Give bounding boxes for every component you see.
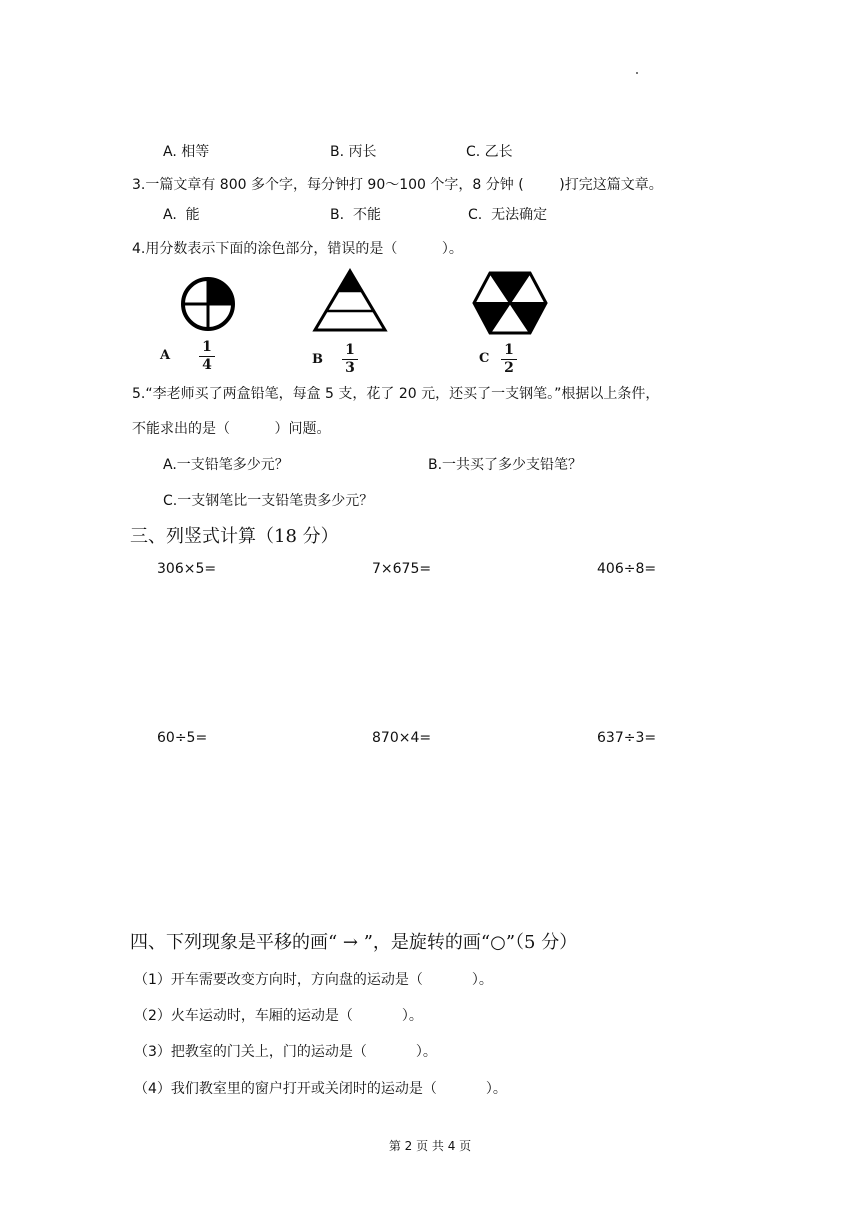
q4-option-b-letter: B <box>312 352 323 367</box>
q5-option-a: A.一支铅笔多少元？ <box>163 457 289 473</box>
q4-option-b-fraction <box>342 343 358 376</box>
calc-item: 7×675= <box>372 561 432 577</box>
section-3-title: 三、列竖式计算（18 分） <box>130 526 339 547</box>
q4-option-a-fraction <box>199 340 215 373</box>
section-4-item: （1）开车需要改变方向时，方向盘的运动是（ ）。 <box>134 972 493 988</box>
q3-option-b: B. 不能 <box>330 207 381 223</box>
calc-item: 60÷5= <box>157 730 208 746</box>
q4-stem: 4.用分数表示下面的涂色部分，错误的是（ ）。 <box>132 241 463 257</box>
hexagon-half-shaded-figure <box>472 270 548 336</box>
q4-option-a-letter: A <box>160 348 171 363</box>
section-4-item: （2）火车运动时，车厢的运动是（ ）。 <box>134 1008 423 1024</box>
fraction-numerator: 1 <box>504 342 514 358</box>
q5-stem-line2: 不能求出的是（ ）问题。 <box>132 421 331 437</box>
calc-item: 306×5= <box>157 561 217 577</box>
q2-option-b: B. 丙长 <box>330 144 377 160</box>
calc-item: 406÷8= <box>597 561 657 577</box>
circle-quarter-shaded-figure <box>178 276 240 332</box>
q5-option-b: B.一共买了多少支铅笔？ <box>428 457 583 473</box>
q5-stem-line1: 5.“李老师买了两盒铅笔，每盒 5 支，花了 20 元，还买了一支钢笔。”根据以上条件， <box>132 386 660 402</box>
fraction-numerator: 1 <box>202 339 212 355</box>
fraction-denominator: 4 <box>202 357 212 373</box>
q3-stem: 3.一篇文章有 800 多个字，每分钟打 90～100 个字，8 分钟 ( )打完这篇文章。 <box>132 177 663 193</box>
section-4-item: （3）把教室的门关上，门的运动是（ ）。 <box>134 1044 437 1060</box>
fraction-numerator: 1 <box>345 342 355 358</box>
calc-item: 870×4= <box>372 730 432 746</box>
fraction-denominator: 3 <box>345 360 355 376</box>
q4-option-c-letter: C <box>479 351 490 366</box>
calc-item: 637÷3= <box>597 730 657 746</box>
q3-option-a: A. 能 <box>163 207 200 223</box>
q3-option-c: C. 无法确定 <box>468 207 548 223</box>
fraction-denominator: 2 <box>504 360 514 376</box>
page-footer: 第 2 页 共 4 页 <box>388 1139 472 1153</box>
triangle-top-shaded-figure <box>312 268 388 334</box>
section-4-title: 四、下列现象是平移的画“ → ”，是旋转的画“○”（5 分） <box>130 932 578 953</box>
q5-option-c: C.一支钢笔比一支铅笔贵多少元？ <box>163 493 374 509</box>
section-4-item: （4）我们教室里的窗户打开或关闭时的运动是（ ）。 <box>134 1081 507 1097</box>
q2-option-c: C. 乙长 <box>466 144 513 160</box>
q4-option-c-fraction <box>501 343 517 376</box>
q2-option-a: A. 相等 <box>163 144 210 160</box>
page-speck <box>636 72 638 74</box>
